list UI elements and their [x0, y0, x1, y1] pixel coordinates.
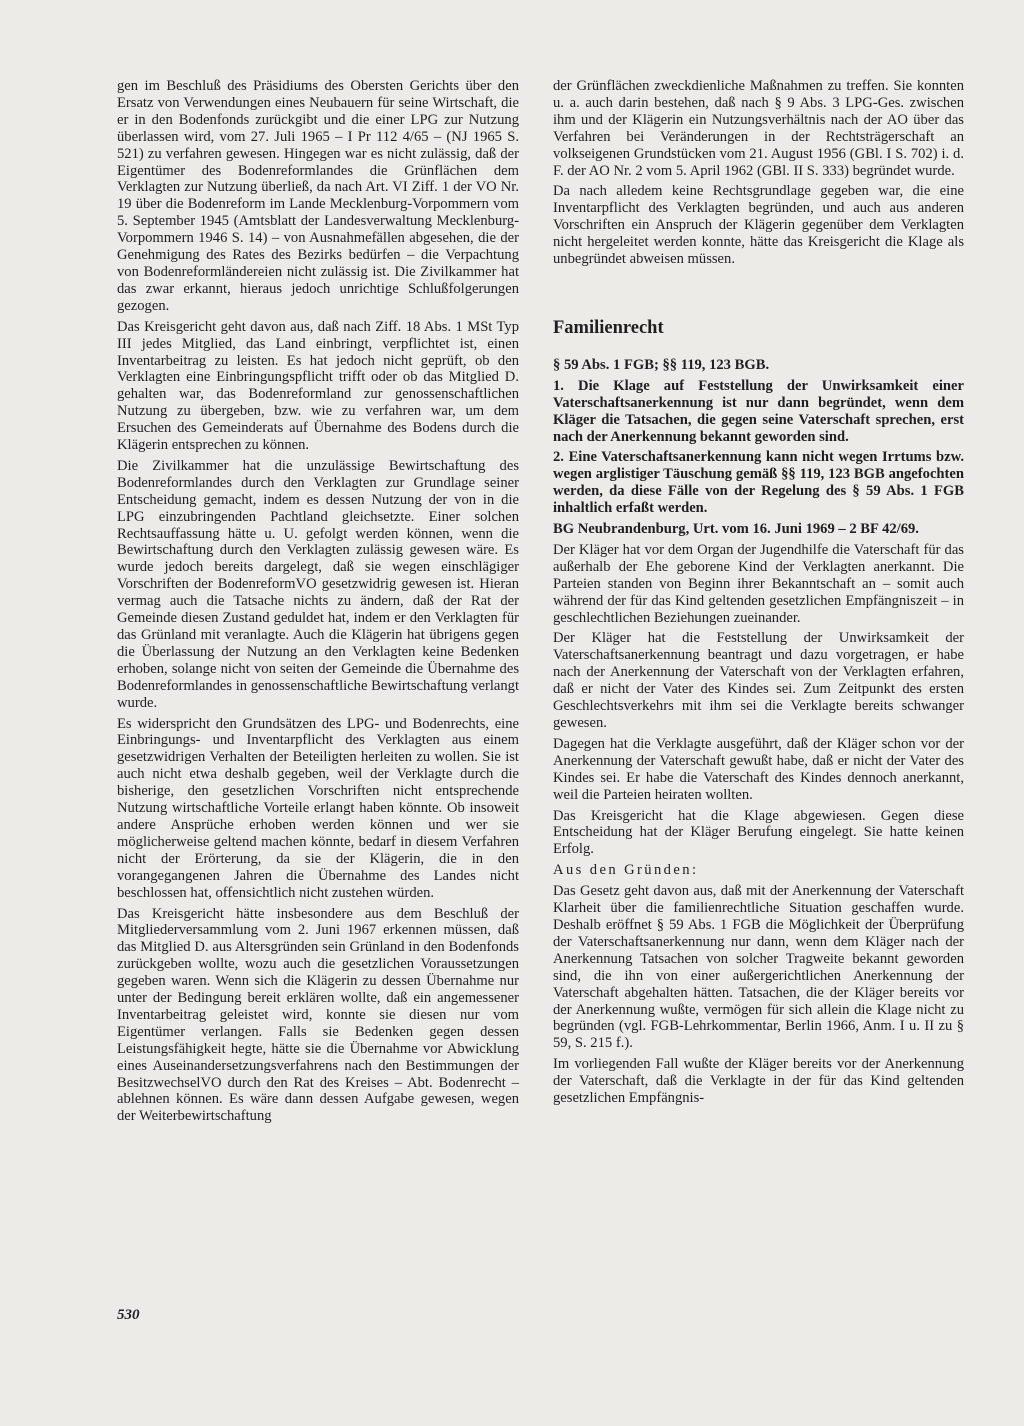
paragraph: Das Gesetz geht davon aus, daß mit der Anerkennung der Vaterschaft Klarheit über die familienrechtliche Situation geschaffen wurde. Deshalb eröffnet § 59 Abs. 1 FGB die Möglichkeit der Überprüfung der Vaterschaftsanerkennung nur dann, wenn dem Kläger nach der Anerkennung Tatsachen von solcher Tragweite bekannt geworden sind, die ihn von einer außergerichtlichen Anerkennung der Vaterschaft abgehalten hätten. Tatsachen, die der Kläger bereits vor der Anerkennung wußte, vermögen für sich allein die Klage nicht zu begründen (vgl. FGB-Lehrkommentar, Berlin 1966, Anm. I u. II zu § 59, S. 215 f.).: [553, 883, 964, 1052]
headnote: 2. Eine Vaterschaftsanerkennung kann nicht wegen Irrtums bzw. wegen arglistiger Täuschung gemäß §§ 119, 123 BGB angefochten werden, da diese Fälle von der Regelung des § 59 Abs. 1 FGB inhaltlich erfaßt werden.: [553, 449, 964, 517]
left-column: [117, 78, 519, 1129]
statute-citation: § 59 Abs. 1 FGB; §§ 119, 123 BGB.: [553, 356, 770, 373]
paragraph: Die Zivilkammer hat die unzulässige Bewirtschaftung des Bodenreformlandes durch den Verklagten zur Grundlage seiner Entscheidung gemacht, indem es dessen Nutzung der von in die LPG einzubringenden Pachtland gleichsetzte. Einer solchen Rechtsauffassung hätte u. U. gefolgt werden können, wenn die Bewirtschaftung durch den Verklagten zulässig gewesen wäre. Es wurde jedoch bereits dargelegt, daß sie wegen einschlägiger Vorschriften der BodenreformVO gesetzwidrig gewesen ist. Hieran vermag auch die Tatsache nichts zu ändern, daß der Rat der Gemeinde diesen Zustand geduldet hat, indem er den Verklagten für das Grünland mit veranlagte. Auch die Klägerin hat übrigens gegen die Überlassung der Nutzung an den Verklagten keine Bedenken erhoben, solange nicht von seiten der Gemeinde die Übernahme des Bodenreformlandes in genossenschaftliche Bewirtschaftung verlangt wurde.: [117, 457, 520, 711]
paragraph: Das Kreisgericht geht davon aus, daß nach Ziff. 18 Abs. 1 MSt Typ III jedes Mitglied, das Land einbringt, verpflichtet ist, einen Inventarbeitrag zu leisten. Es hat jedoch nicht geprüft, ob den Verklagten eine Einbringungspflicht trifft oder ob das Mitglied D. gehalten war, das Bodenreformland zur genossenschaftlichen Nutzung zu übergeben, bzw. wie zu verfahren war, um dem Ersuchen des Gemeinderats auf Übernahme des Bodens durch die Klägerin entsprechen zu können.: [117, 318, 519, 454]
section-heading: Familienrecht: [553, 317, 664, 338]
paragraph: gen im Beschluß des Präsidiums des Obersten Gerichts über den Ersatz von Verwendungen eines Neubauern für seine Wirtschaft, die er in den Bodenfonds zurückgibt und die einer LPG zur Nutzung überlassen wird, vom 27. Juli 1965 – I Pr 112 4/65 – (NJ 1965 S. 521) zu verfahren gewesen. Hingegen war es nicht zulässig, daß der Eigentümer des Bodenreformlandes die Grünflächen dem Verklagten zur Nutzung überließ, da nach Art. VI Ziff. 1 der VO Nr. 19 über die Bodenreform im Lande Mecklenburg-Vorpommern vom 5. September 1945 (Amtsblatt der Landesverwaltung Mecklenburg-Vorpommern 1946 S. 14) – von Ausnahmefällen abgesehen, die der Genehmigung des Rates des Bezirks bedürfen – die Verpachtung von Bodenreformländereien nicht zulässig ist. Die Zivilkammer hat das zwar erkannt, hieraus jedoch unrichtige Schlußfolgerungen gezogen.: [117, 78, 519, 314]
paragraph: der Grünflächen zweckdienliche Maßnahmen zu treffen. Sie konnten u. a. auch darin bestehen, daß nach § 9 Abs. 3 LPG-Ges. zwischen ihm und der Klägerin ein Nutzungsverhältnis nach der AO über das Verfahren bei Veränderungen in der Rechtsträgerschaft an volkseigenen Grundstücken vom 21. August 1956 (GBl. I S. 702) i. d. F. der AO Nr. 2 vom 5. April 1962 (GBl. II S. 333) begründet wurde.: [553, 78, 964, 179]
paragraph: Der Kläger hat die Feststellung der Unwirksamkeit der Vaterschaftsanerkennung beantragt und dazu vorgetragen, er habe nach der Anerkennung der Vaterschaft von der Verklagten erfahren, daß er nicht der Vater des Kindes sei. Zum Zeitpunkt des ersten Geschlechtsverkehrs mit ihm sei die Verklagte bereits schwanger gewesen.: [553, 630, 964, 731]
paragraph: Dagegen hat die Verklagte ausgeführt, daß der Kläger schon vor der Anerkennung der Vaterschaft gewußt habe, daß er nicht der Vater des Kindes sei. Er habe die Vaterschaft des Kindes dennoch anerkannt, weil die Parteien heiraten wollten.: [553, 735, 964, 803]
paragraph: Es widerspricht den Grundsätzen des LPG- und Bodenrechts, eine Einbringungs- und Inventarpflicht des Verklagten aus einem gesetzwidrigen Verhalten der Beteiligten herleiten zu wollen. Sie ist auch nicht etwa deshalb gegeben, weil der Verklagte durch die bisherige, den gesetzlichen Vorschriften nicht entsprechende Nutzung wirtschaftliche Vorteile erlangt haben könnte. Ob insoweit andere Ansprüche erhoben werden können und wer sie möglicherweise geltend machen könnte, bedarf in diesem Verfahren nicht der Erörterung, da sie der Klägerin, die in den vorangegangenen Jahren die Übernahme des Landes nicht beschlossen hat, offensichtlich nicht zustehen würden.: [117, 715, 519, 901]
right-column: [553, 78, 964, 1111]
paragraph: Das Kreisgericht hat die Klage abgewiesen. Gegen diese Entscheidung hat der Kläger Berufung eingelegt. Sie hatte keinen Erfolg.: [553, 807, 964, 858]
paragraph: Da nach alledem keine Rechtsgrundlage gegeben war, die eine Inventarpflicht des Verklagten begründen, und auch aus anderen Vorschriften ein Anspruch der Klägerin gegenüber dem Verklagten nicht hergeleitet werden konnte, hätte das Kreisgericht die Klage als unbegründet abweisen müssen.: [553, 183, 964, 268]
paragraph: Der Kläger hat vor dem Organ der Jugendhilfe die Vaterschaft für das außerhalb der Ehe geborene Kind der Verklagten anerkannt. Die Parteien standen von Beginn ihrer Bekanntschaft an – somit auch während der für das Kind geltenden gesetzlichen Empfängniszeit – in geschlechtlichen Beziehungen zueinander.: [553, 541, 964, 626]
paragraph: Das Kreisgericht hätte insbesondere aus dem Beschluß der Mitgliederversammlung vom 2. Juni 1967 erkennen müssen, daß das Mitglied D. aus Altersgründen sein Grünland in den Bodenfonds zurückgeben wollte, wozu auch die gesetzlichen Voraussetzungen gegeben waren. Wenn sich die Klägerin zu dessen Übernahme nur unter der Bedingung bereit erklären wollte, daß ein angemessener Inventarbeitrag geleistet wird, konnte sie diesen nur vom Eigentümer verlangen. Falls sie Bedenken gegen dessen Leistungsfähigkeit hegte, hätte sie die Übernahme vor Abwicklung eines Auseinandersetzungsverfahrens nach den Bestimmungen der BesitzwechselVO durch den Rat des Kreises – Abt. Bodenrecht – ablehnen können. Es wäre dann dessen Aufgabe gewesen, wegen der Weiterbewirtschaftung: [117, 905, 519, 1125]
headnote: 1. Die Klage auf Feststellung der Unwirksamkeit einer Vaterschaftsanerkennung ist nur dann begründet, wenn dem Kläger die Tatsachen, die gegen seine Vaterschaft sprechen, erst nach der Anerkennung bekannt geworden sind.: [553, 377, 964, 445]
court-decision-reference: BG Neubrandenburg, Urt. vom 16. Juni 1969 – 2 BF 42/69.: [553, 521, 919, 538]
reasons-heading: Aus den Gründen:: [553, 862, 699, 879]
paragraph: Im vorliegenden Fall wußte der Kläger bereits vor der Anerkennung der Vaterschaft, daß die Verklagte in der für das Kind geltenden gesetzlichen Empfängnis-: [553, 1056, 964, 1107]
page-number: 530: [117, 1307, 140, 1323]
